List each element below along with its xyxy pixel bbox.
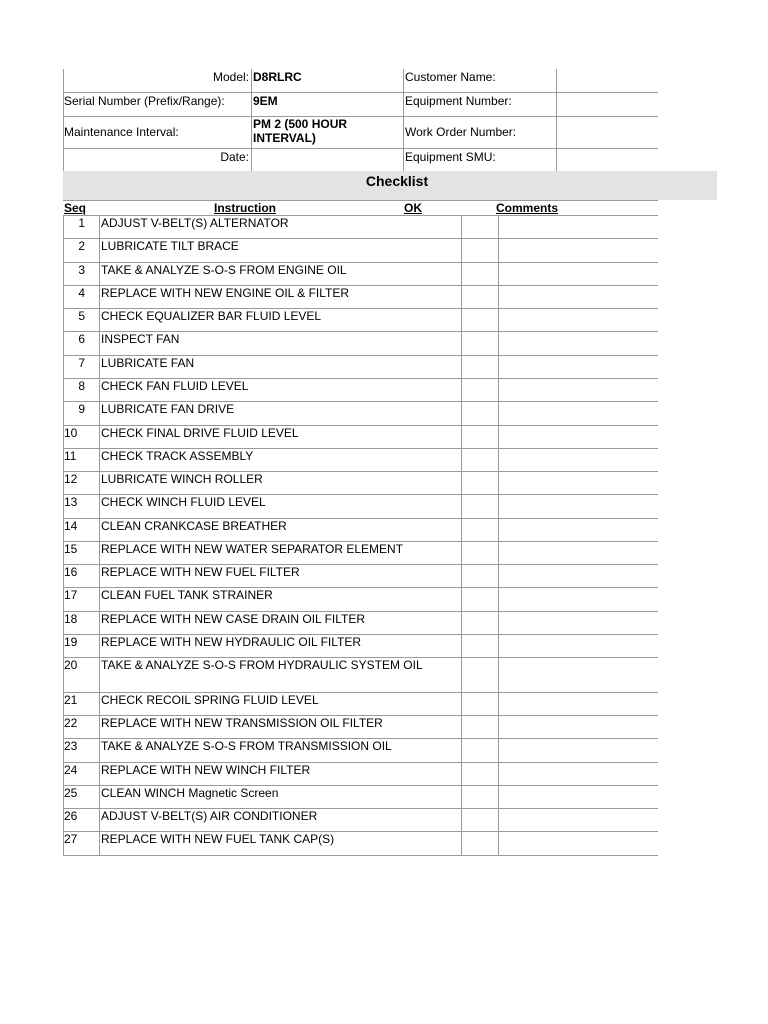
- instruction-text: CHECK EQUALIZER BAR FLUID LEVEL: [101, 309, 322, 323]
- instruction-text: CHECK TRACK ASSEMBLY: [101, 449, 254, 463]
- seq-number: 4: [78, 286, 85, 300]
- instruction-text: ADJUST V-BELT(S) ALTERNATOR: [101, 216, 289, 230]
- seq-number: 11: [64, 449, 77, 463]
- seq-number: 9: [78, 402, 85, 416]
- seq-number: 25: [64, 786, 78, 800]
- comments-cell[interactable]: [499, 286, 657, 307]
- ok-checkbox-cell[interactable]: [462, 832, 497, 854]
- comments-cell[interactable]: [499, 379, 657, 400]
- maintenance-interval-value-line1: PM 2 (500 HOUR: [253, 117, 348, 131]
- instruction-text: TAKE & ANALYZE S-O-S FROM HYDRAULIC SYSTEM OIL: [101, 658, 423, 672]
- ok-checkbox-cell[interactable]: [462, 658, 497, 691]
- ok-checkbox-cell[interactable]: [462, 786, 497, 807]
- comments-cell[interactable]: [499, 763, 657, 784]
- comments-cell[interactable]: [499, 356, 657, 377]
- ok-checkbox-cell[interactable]: [462, 565, 497, 586]
- comments-cell[interactable]: [499, 519, 657, 540]
- ok-checkbox-cell[interactable]: [462, 495, 497, 517]
- comments-cell[interactable]: [499, 332, 657, 354]
- comments-cell[interactable]: [499, 786, 657, 807]
- maintenance-interval-value-line2: INTERVAL): [253, 131, 316, 145]
- comments-cell[interactable]: [499, 426, 657, 447]
- ok-checkbox-cell[interactable]: [462, 379, 497, 400]
- comments-cell[interactable]: [499, 542, 657, 563]
- comments-cell[interactable]: [499, 693, 657, 714]
- seq-number: 12: [64, 472, 78, 486]
- seq-number: 7: [78, 356, 85, 370]
- work-order-number-label: Work Order Number:: [405, 125, 517, 139]
- instruction-text: LUBRICATE WINCH ROLLER: [101, 472, 263, 486]
- ok-checkbox-cell[interactable]: [462, 239, 497, 261]
- comments-cell[interactable]: [499, 239, 657, 261]
- ok-checkbox-cell[interactable]: [462, 356, 497, 377]
- instruction-text: INSPECT FAN: [101, 332, 180, 346]
- seq-number: 2: [78, 239, 85, 253]
- seq-number: 26: [64, 809, 78, 823]
- equipment-number-label: Equipment Number:: [405, 94, 512, 108]
- instruction-text: REPLACE WITH NEW FUEL TANK CAP(S): [101, 832, 335, 846]
- comments-cell[interactable]: [499, 832, 657, 854]
- ok-checkbox-cell[interactable]: [462, 216, 497, 237]
- instruction-text: REPLACE WITH NEW ENGINE OIL & FILTER: [101, 286, 350, 300]
- customer-name-label: Customer Name:: [405, 70, 496, 84]
- column-header-ok: OK: [404, 201, 422, 215]
- seq-number: 23: [64, 739, 78, 753]
- instruction-text: REPLACE WITH NEW WATER SEPARATOR ELEMENT: [101, 542, 404, 556]
- ok-checkbox-cell[interactable]: [462, 449, 497, 470]
- seq-number: 6: [78, 332, 85, 346]
- serial-number-label: Serial Number (Prefix/Range):: [64, 94, 225, 108]
- ok-checkbox-cell[interactable]: [462, 635, 497, 656]
- seq-number: 16: [64, 565, 78, 579]
- comments-cell[interactable]: [499, 472, 657, 493]
- instruction-text: REPLACE WITH NEW TRANSMISSION OIL FILTER: [101, 716, 383, 730]
- column-header-instruction: Instruction: [214, 201, 276, 215]
- comments-cell[interactable]: [499, 402, 657, 424]
- instruction-text: REPLACE WITH NEW WINCH FILTER: [101, 763, 311, 777]
- ok-checkbox-cell[interactable]: [462, 519, 497, 540]
- ok-checkbox-cell[interactable]: [462, 426, 497, 447]
- ok-checkbox-cell[interactable]: [462, 763, 497, 784]
- seq-number: 1: [78, 216, 85, 230]
- seq-number: 13: [64, 495, 78, 509]
- ok-checkbox-cell[interactable]: [462, 612, 497, 633]
- ok-checkbox-cell[interactable]: [462, 542, 497, 563]
- comments-cell[interactable]: [499, 739, 657, 761]
- ok-checkbox-cell[interactable]: [462, 472, 497, 493]
- instruction-text: TAKE & ANALYZE S-O-S FROM TRANSMISSION OIL: [101, 739, 392, 753]
- ok-checkbox-cell[interactable]: [462, 739, 497, 761]
- ok-checkbox-cell[interactable]: [462, 716, 497, 737]
- instruction-text: REPLACE WITH NEW FUEL FILTER: [101, 565, 300, 579]
- comments-cell[interactable]: [499, 716, 657, 737]
- seq-number: 21: [64, 693, 78, 707]
- comments-cell[interactable]: [499, 635, 657, 656]
- seq-number: 17: [64, 588, 78, 602]
- column-header-comments: Comments: [496, 201, 559, 215]
- instruction-text: CLEAN FUEL TANK STRAINER: [101, 588, 273, 602]
- seq-number: 10: [64, 426, 78, 440]
- instruction-text: CHECK FINAL DRIVE FLUID LEVEL: [101, 426, 299, 440]
- comments-cell[interactable]: [499, 809, 657, 830]
- instruction-text: LUBRICATE FAN: [101, 356, 195, 370]
- seq-number: 5: [78, 309, 85, 323]
- instruction-text: LUBRICATE TILT BRACE: [101, 239, 239, 253]
- ok-checkbox-cell[interactable]: [462, 809, 497, 830]
- seq-number: 27: [64, 832, 78, 846]
- ok-checkbox-cell[interactable]: [462, 309, 497, 330]
- comments-cell[interactable]: [499, 612, 657, 633]
- model-value: D8RLRC: [253, 70, 302, 84]
- seq-number: 22: [64, 716, 78, 730]
- seq-number: 14: [64, 519, 78, 533]
- comments-cell[interactable]: [499, 263, 657, 284]
- ok-checkbox-cell[interactable]: [462, 263, 497, 284]
- comments-cell[interactable]: [499, 216, 657, 237]
- instruction-text: REPLACE WITH NEW HYDRAULIC OIL FILTER: [101, 635, 362, 649]
- date-label: Date:: [220, 150, 249, 164]
- instruction-text: CHECK WINCH FLUID LEVEL: [101, 495, 266, 509]
- instruction-text: CHECK FAN FLUID LEVEL: [101, 379, 249, 393]
- checklist-title-band: [63, 171, 717, 200]
- seq-number: 3: [78, 263, 85, 277]
- instruction-text: REPLACE WITH NEW CASE DRAIN OIL FILTER: [101, 612, 366, 626]
- ok-checkbox-cell[interactable]: [462, 332, 497, 354]
- model-label: Model:: [212, 70, 249, 84]
- comments-cell[interactable]: [499, 588, 657, 610]
- comments-cell[interactable]: [499, 309, 657, 330]
- equipment-smu-label: Equipment SMU:: [405, 150, 496, 164]
- comments-cell[interactable]: [499, 495, 657, 517]
- instruction-text: ADJUST V-BELT(S) AIR CONDITIONER: [101, 809, 318, 823]
- instruction-text: TAKE & ANALYZE S-O-S FROM ENGINE OIL: [101, 263, 347, 277]
- column-header-seq: Seq: [64, 201, 87, 215]
- ok-checkbox-cell[interactable]: [462, 693, 497, 714]
- ok-checkbox-cell[interactable]: [462, 588, 497, 610]
- seq-number: 20: [64, 658, 78, 672]
- seq-number: 18: [64, 612, 78, 626]
- serial-number-value: 9EM: [253, 94, 278, 108]
- ok-checkbox-cell[interactable]: [462, 286, 497, 307]
- seq-number: 8: [78, 379, 85, 393]
- instruction-text: CLEAN WINCH Magnetic Screen: [101, 786, 279, 800]
- instruction-text: CLEAN CRANKCASE BREATHER: [101, 519, 287, 533]
- checklist-title: Checklist: [365, 173, 429, 189]
- seq-number: 19: [64, 635, 78, 649]
- instruction-text: CHECK RECOIL SPRING FLUID LEVEL: [101, 693, 319, 707]
- instruction-text: LUBRICATE FAN DRIVE: [101, 402, 235, 416]
- seq-number: 24: [64, 763, 78, 777]
- ok-checkbox-cell[interactable]: [462, 402, 497, 424]
- maintenance-interval-label: Maintenance Interval:: [64, 125, 179, 139]
- comments-cell[interactable]: [499, 449, 657, 470]
- comments-cell[interactable]: [499, 658, 657, 691]
- seq-number: 15: [64, 542, 78, 556]
- comments-cell[interactable]: [499, 565, 657, 586]
